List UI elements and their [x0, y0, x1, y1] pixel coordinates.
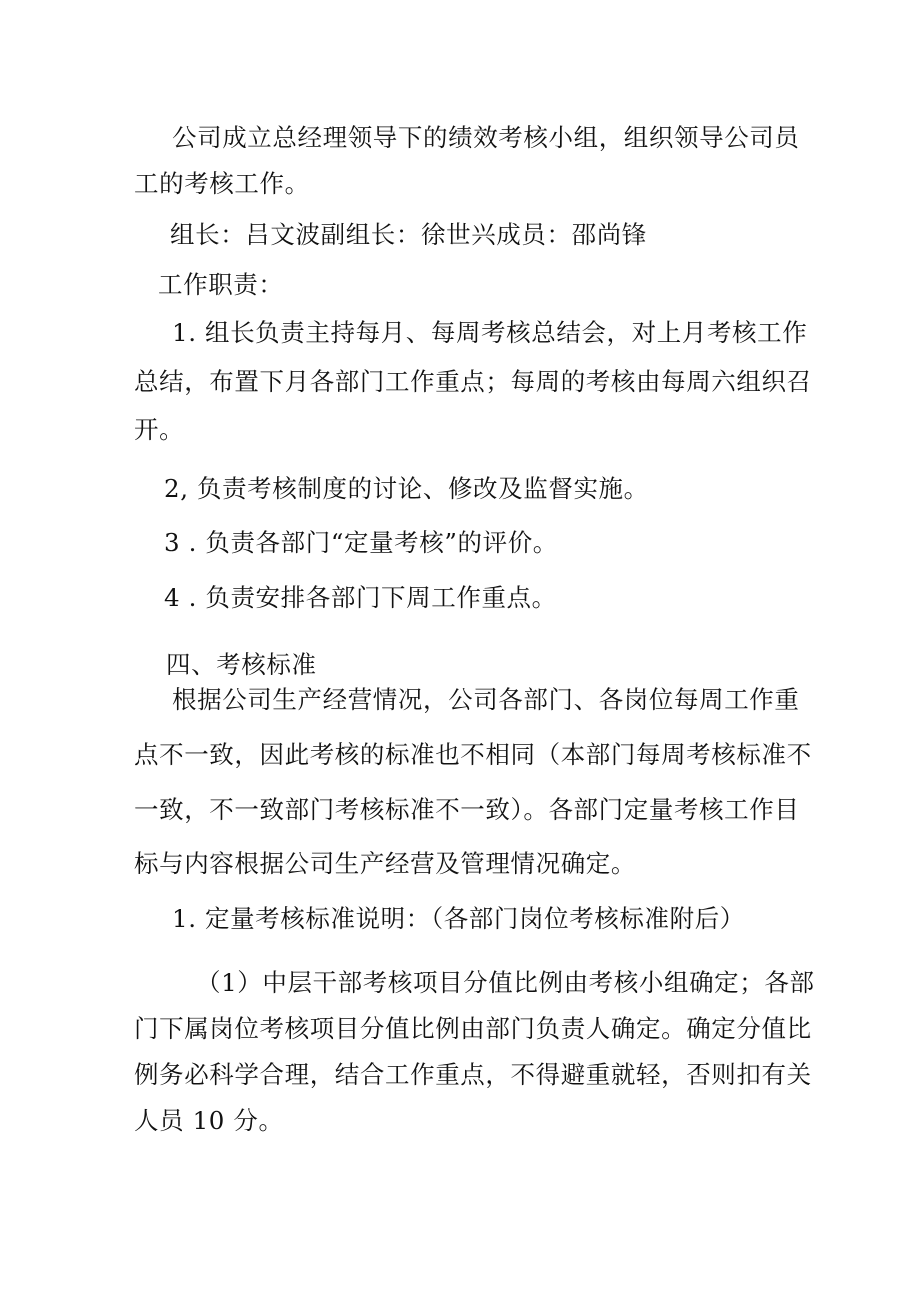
duty-3: 3 . 负责各部门“定量考核”的评价。	[164, 528, 558, 557]
rule-1-line-2: 门下属岗位考核项目分值比例由部门负责人确定。确定分值比	[134, 1014, 812, 1043]
intro-line-1: 公司成立总经理领导下的绩效考核小组，组织领导公司员	[172, 123, 800, 152]
duty-4: 4 . 负责安排各部门下周工作重点。	[164, 583, 557, 612]
standards-line-3: 一致，不一致部门考核标准不一致）。各部门定量考核工作目	[134, 795, 800, 824]
rule-1-line-3: 例务必科学合理，结合工作重点，不得避重就轻，否则扣有关	[134, 1060, 812, 1089]
standards-line-2: 点不一致，因此考核的标准也不相同（本部门每周考核标准不	[134, 740, 812, 769]
standards-note: 1. 定量考核标准说明：（各部门岗位考核标准附后）	[172, 904, 745, 933]
rule-1-line-1: （1）中层干部考核项目分值比例由考核小组确定；各部	[196, 968, 815, 997]
standards-line-1: 根据公司生产经营情况，公司各部门、各岗位每周工作重	[172, 685, 800, 714]
duties-heading: 工作职责：	[158, 270, 284, 299]
duty-1-line-2: 总结，布置下月各部门工作重点；每周的考核由每周六组织召	[134, 367, 812, 396]
standards-line-4: 标与内容根据公司生产经营及管理情况确定。	[134, 849, 636, 878]
rule-1-line-4: 人员 10 分。	[134, 1106, 284, 1135]
intro-line-2: 工的考核工作。	[134, 169, 310, 198]
group-members-line: 组长：吕文波副组长：徐世兴成员：邵尚锋	[170, 220, 647, 249]
duty-2: 2, 负责考核制度的讨论、修改及监督实施。	[164, 474, 649, 503]
duty-1-line-1: 1. 组长负责主持每月、每周考核总结会，对上月考核工作	[172, 318, 808, 347]
duty-1-line-3: 开。	[134, 415, 185, 444]
section-heading-standards: 四、考核标准	[166, 650, 317, 679]
